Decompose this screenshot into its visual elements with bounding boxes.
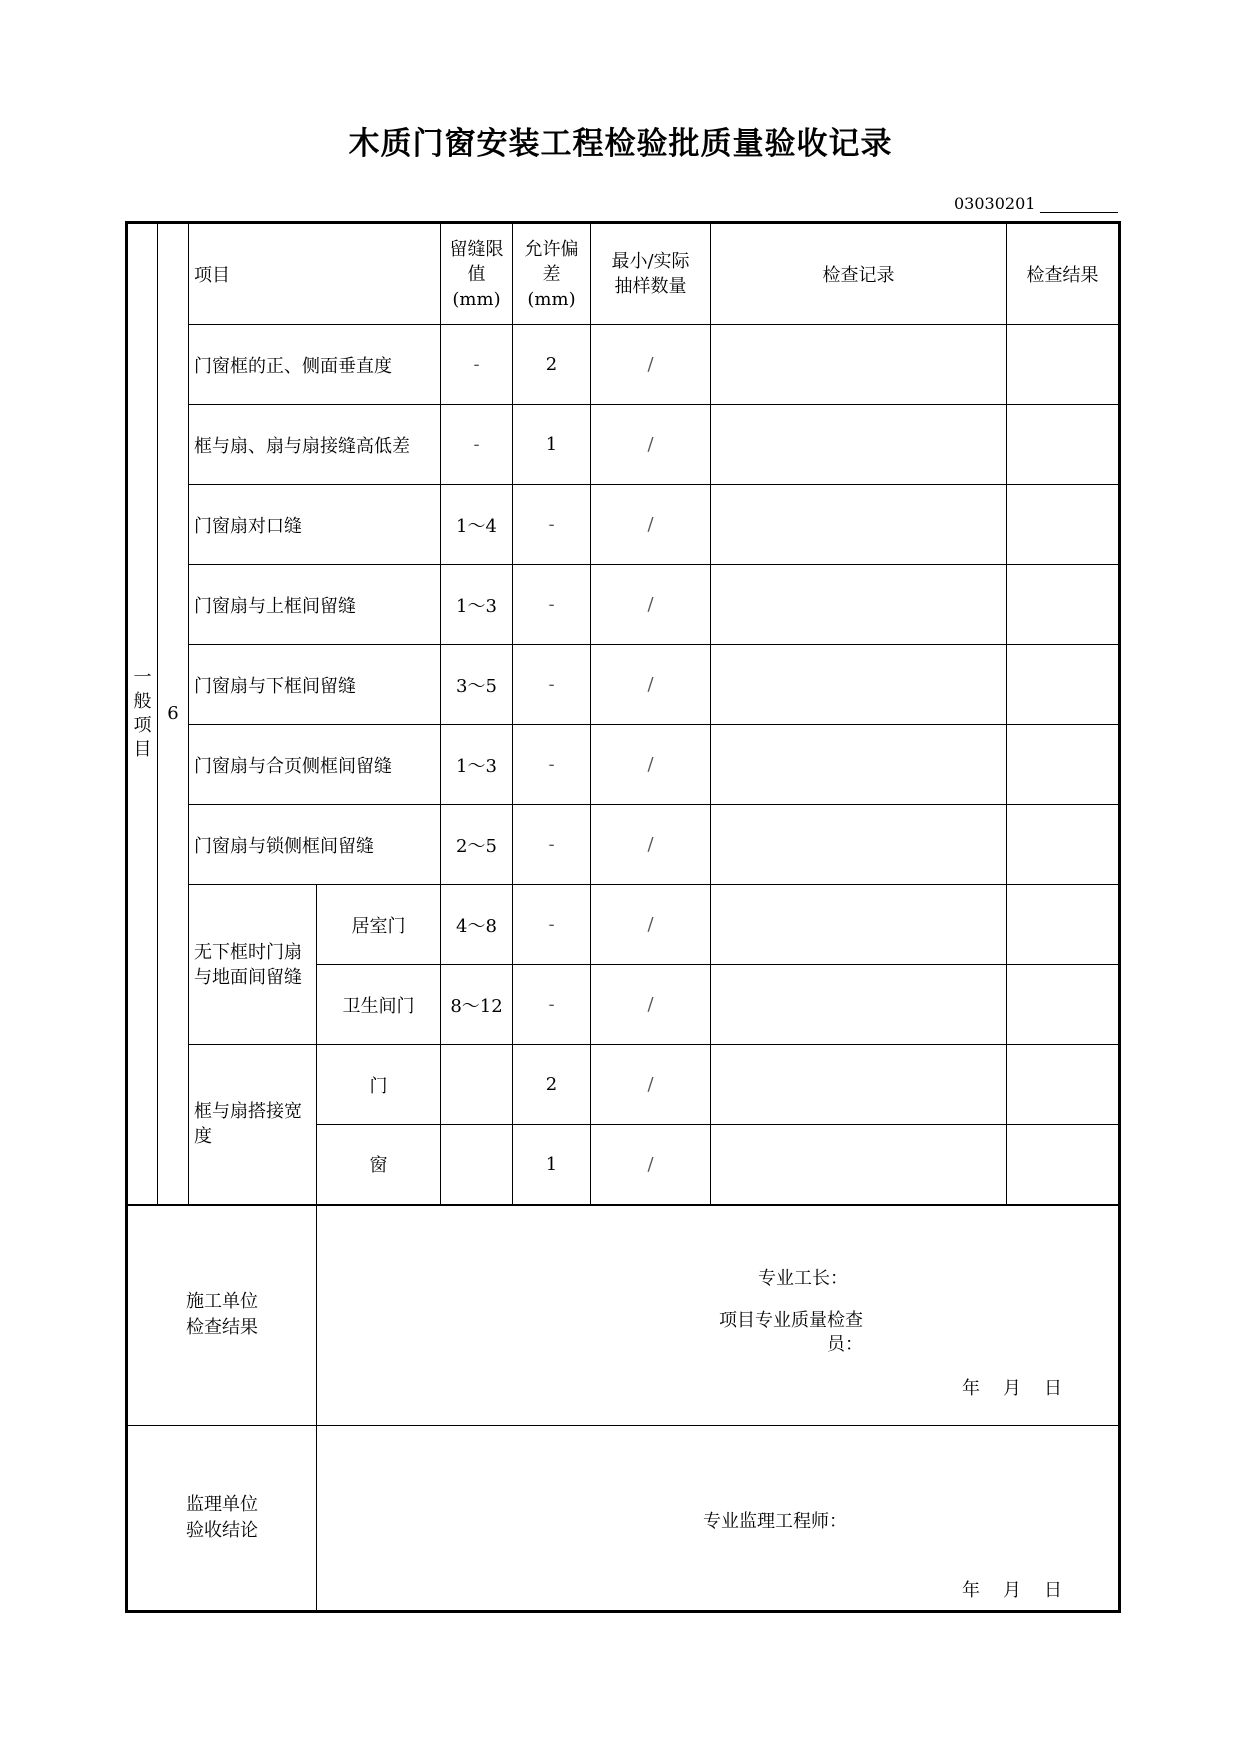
record-cell[interactable] — [711, 645, 1007, 725]
inspection-table — [125, 221, 1121, 1613]
record-cell[interactable] — [711, 965, 1007, 1045]
construction-day: 日 — [1044, 1377, 1062, 1399]
row-sample: / — [591, 885, 711, 965]
row-gap: 1～3 — [441, 565, 513, 645]
row-sample: / — [591, 1125, 711, 1205]
row-gap: 4～8 — [441, 885, 513, 965]
header-result: 检查结果 — [1007, 223, 1120, 325]
result-cell[interactable] — [1007, 725, 1120, 805]
section-label-cell — [127, 223, 158, 1205]
header-record: 检查记录 — [711, 223, 1007, 325]
result-cell[interactable] — [1007, 325, 1120, 405]
construction-signature-area[interactable] — [317, 1205, 1120, 1426]
row-subname: 门 — [317, 1045, 441, 1125]
construction-year: 年 — [962, 1377, 980, 1399]
group-name-overlap-width: 框与扇搭接宽度 — [189, 1045, 317, 1205]
row-gap: 1～3 — [441, 725, 513, 805]
row-sample: / — [591, 645, 711, 725]
inspector-label: 项目专业质量检查员： — [719, 1309, 863, 1355]
table-row — [127, 325, 1120, 405]
row-gap — [441, 1045, 513, 1125]
result-cell[interactable] — [1007, 885, 1120, 965]
table-row — [127, 725, 1120, 805]
record-cell[interactable] — [711, 805, 1007, 885]
header-item: 项目 — [189, 223, 441, 325]
row-gap — [441, 1125, 513, 1205]
row-sample: / — [591, 725, 711, 805]
result-cell[interactable] — [1007, 565, 1120, 645]
supervision-day: 日 — [1044, 1580, 1062, 1601]
table-row — [127, 485, 1120, 565]
row-sample: / — [591, 965, 711, 1045]
row-gap: 8～12 — [441, 965, 513, 1045]
row-sample: / — [591, 805, 711, 885]
row-tolerance: - — [513, 805, 591, 885]
row-tolerance: - — [513, 885, 591, 965]
table-row — [127, 885, 1120, 965]
table-row — [127, 565, 1120, 645]
row-gap: - — [441, 325, 513, 405]
record-cell[interactable] — [711, 1125, 1007, 1205]
supervision-month: 月 — [1003, 1580, 1021, 1601]
supervision-label: 监理单位验收结论 — [186, 1494, 258, 1541]
row-tolerance: 1 — [513, 1125, 591, 1205]
row-gap: 3～5 — [441, 645, 513, 725]
group-name-floor-gap: 无下框时门扇与地面间留缝 — [189, 885, 317, 1045]
record-cell[interactable] — [711, 565, 1007, 645]
record-cell[interactable] — [711, 405, 1007, 485]
row-name: 门窗扇与上框间留缝 — [189, 565, 441, 645]
result-cell[interactable] — [1007, 965, 1120, 1045]
header-row — [127, 223, 1120, 325]
row-subname: 窗 — [317, 1125, 441, 1205]
item-number: 6 — [158, 223, 189, 1205]
result-cell[interactable] — [1007, 485, 1120, 565]
supervision-signature-area[interactable] — [317, 1426, 1120, 1612]
row-tolerance: 2 — [513, 1045, 591, 1125]
row-sample: / — [591, 405, 711, 485]
result-cell[interactable] — [1007, 1125, 1120, 1205]
row-tolerance: 2 — [513, 325, 591, 405]
header-tolerance: 允许偏差(mm) — [524, 238, 579, 310]
row-name: 门窗扇与下框间留缝 — [189, 645, 441, 725]
row-tolerance: 1 — [513, 405, 591, 485]
page-title: 木质门窗安装工程检验批质量验收记录 — [348, 126, 893, 162]
row-sample: / — [591, 325, 711, 405]
table-row — [127, 645, 1120, 725]
code-underline — [1040, 212, 1118, 213]
record-cell[interactable] — [711, 325, 1007, 405]
supervision-year: 年 — [962, 1580, 980, 1601]
section-label: 一般项目 — [133, 666, 152, 760]
row-subname: 卫生间门 — [317, 965, 441, 1045]
row-tolerance: - — [513, 485, 591, 565]
row-name: 门窗扇与合页侧框间留缝 — [189, 725, 441, 805]
row-gap: 1～4 — [441, 485, 513, 565]
row-sample: / — [591, 1045, 711, 1125]
table-row — [127, 805, 1120, 885]
construction-label: 施工单位检查结果 — [186, 1291, 258, 1339]
result-cell[interactable] — [1007, 405, 1120, 485]
result-cell[interactable] — [1007, 645, 1120, 725]
engineer-label: 专业监理工程师： — [703, 1511, 847, 1532]
row-gap: - — [441, 405, 513, 485]
row-sample: / — [591, 485, 711, 565]
row-tolerance: - — [513, 965, 591, 1045]
header-sample: 最小/实际抽样数量 — [611, 251, 690, 297]
result-cell[interactable] — [1007, 1045, 1120, 1125]
record-cell[interactable] — [711, 485, 1007, 565]
result-cell[interactable] — [1007, 805, 1120, 885]
supervision-row — [127, 1426, 1120, 1612]
construction-month: 月 — [1003, 1377, 1021, 1399]
row-name: 门窗扇与锁侧框间留缝 — [189, 805, 441, 885]
row-tolerance: - — [513, 725, 591, 805]
row-name: 门窗扇对口缝 — [189, 485, 441, 565]
construction-row — [127, 1205, 1120, 1426]
record-cell[interactable] — [711, 885, 1007, 965]
record-cell[interactable] — [711, 1045, 1007, 1125]
table-row — [127, 1045, 1120, 1125]
record-cell[interactable] — [711, 725, 1007, 805]
row-tolerance: - — [513, 645, 591, 725]
foreman-label: 专业工长： — [758, 1267, 848, 1289]
header-gap-limit: 留缝限值(mm) — [449, 238, 504, 310]
row-tolerance: - — [513, 565, 591, 645]
row-name: 门窗框的正、侧面垂直度 — [189, 325, 441, 405]
row-name: 框与扇、扇与扇接缝高低差 — [189, 405, 441, 485]
form-code: 03030201 — [954, 194, 1036, 213]
table-row — [127, 405, 1120, 485]
row-sample: / — [591, 565, 711, 645]
row-subname: 居室门 — [317, 885, 441, 965]
row-gap: 2～5 — [441, 805, 513, 885]
